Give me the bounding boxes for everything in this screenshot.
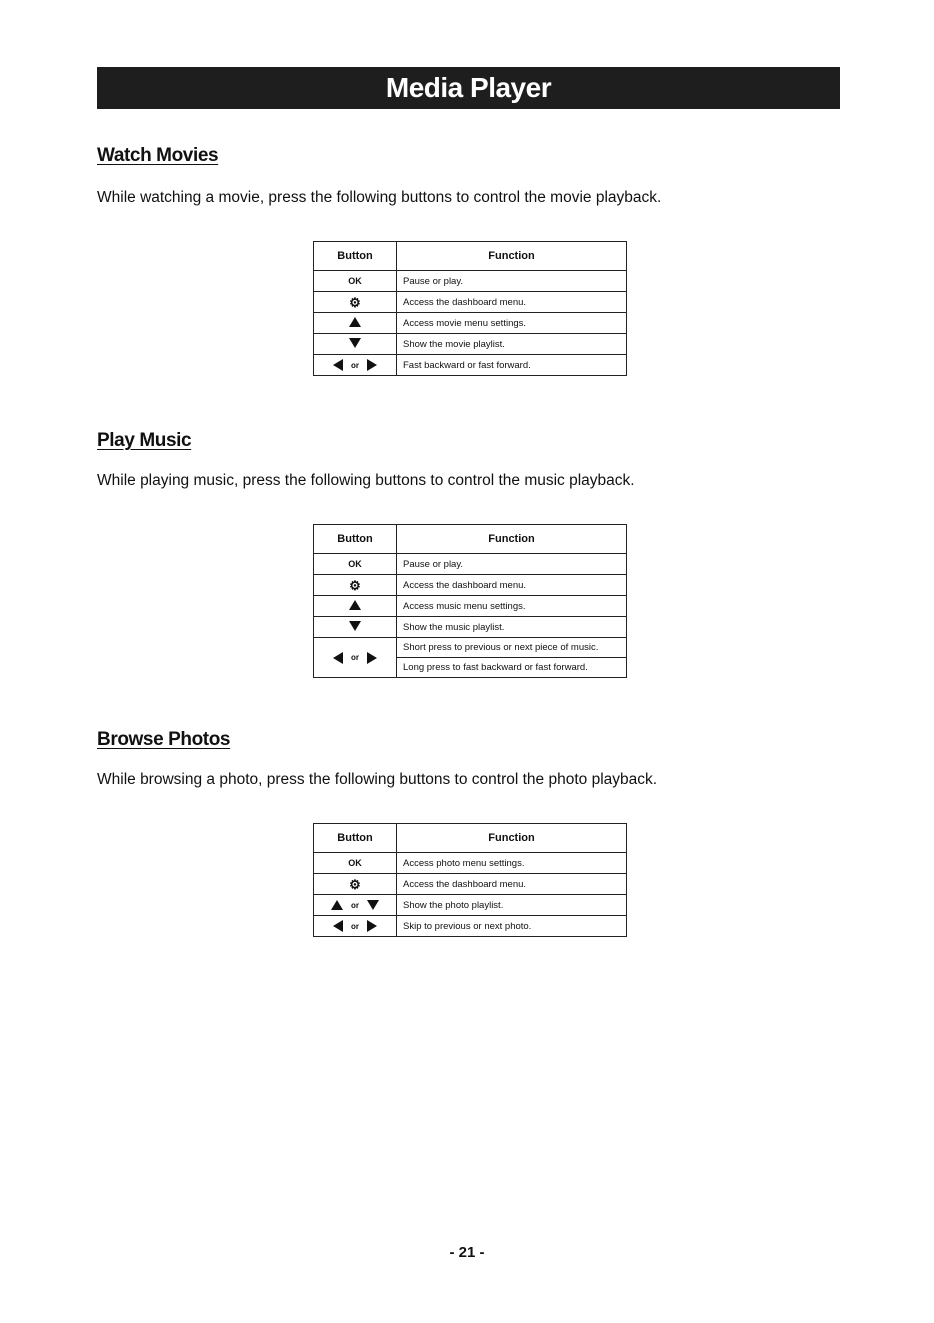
down-triangle-icon: [367, 900, 379, 910]
music-controls-table: [313, 524, 627, 678]
table-header-row: [314, 824, 627, 853]
table-header-row: [314, 242, 627, 271]
page-title: Media Player: [97, 67, 840, 109]
button-column-header: Button: [314, 242, 397, 271]
function-cell: Access the dashboard menu.: [397, 874, 627, 895]
play-music-heading: Play Music: [97, 430, 192, 451]
or-label: or: [351, 921, 359, 931]
gear-button-cell: [314, 292, 397, 313]
table-row: [314, 874, 627, 895]
function-column-header: Function: [397, 525, 627, 554]
down-triangle-icon: [349, 338, 361, 348]
left-right-button-cell: [314, 638, 397, 678]
page-number: - 21 -: [449, 1244, 485, 1261]
left-triangle-icon: [333, 920, 343, 932]
up-button-cell: [314, 596, 397, 617]
right-triangle-icon: [367, 359, 377, 371]
function-cell: Fast backward or fast forward.: [397, 355, 627, 376]
browse-photos-intro: While browsing a photo, press the following buttons to control the photo playback.: [97, 771, 658, 788]
function-cell: Show the music playlist.: [397, 617, 627, 638]
ok-button-cell: [314, 853, 397, 874]
table-row: [314, 853, 627, 874]
movie-controls-table: [313, 241, 627, 376]
gear-icon: ⚙: [349, 876, 361, 892]
photo-controls-table: [313, 823, 627, 937]
right-triangle-icon: [367, 652, 377, 664]
table-row: [314, 271, 627, 292]
left-triangle-icon: [333, 359, 343, 371]
table-row: [314, 596, 627, 617]
gear-icon: ⚙: [349, 577, 361, 593]
watch-movies-heading: Watch Movies: [97, 145, 219, 166]
function-cell: Pause or play.: [397, 271, 627, 292]
up-triangle-icon: [349, 600, 361, 610]
function-cell: Short press to previous or next piece of music.: [397, 638, 627, 658]
function-cell: Skip to previous or next photo.: [397, 916, 627, 937]
right-triangle-icon: [367, 920, 377, 932]
left-right-button-cell: [314, 916, 397, 937]
watch-movies-intro: While watching a movie, press the following buttons to control the movie playback.: [97, 189, 662, 206]
table-row: [314, 617, 627, 638]
function-cell: Access photo menu settings.: [397, 853, 627, 874]
table-row: [314, 554, 627, 575]
gear-icon: ⚙: [349, 294, 361, 310]
up-down-button-cell: [314, 895, 397, 916]
function-cell: Show the movie playlist.: [397, 334, 627, 355]
gear-button-cell: [314, 575, 397, 596]
ok-button-cell: [314, 554, 397, 575]
ok-label: OK: [348, 559, 362, 569]
table-row: [314, 292, 627, 313]
function-column-header: Function: [397, 824, 627, 853]
table-row: [314, 895, 627, 916]
down-button-cell: [314, 334, 397, 355]
play-music-intro: While playing music, press the following buttons to control the music playback.: [97, 472, 635, 489]
table-row: [314, 355, 627, 376]
function-cell: Access the dashboard menu.: [397, 575, 627, 596]
table-row: [314, 916, 627, 937]
down-triangle-icon: [349, 621, 361, 631]
button-column-header: Button: [314, 525, 397, 554]
table-row: [314, 334, 627, 355]
table-row: [314, 313, 627, 334]
function-column-header: Function: [397, 242, 627, 271]
button-column-header: Button: [314, 824, 397, 853]
function-cell: Access the dashboard menu.: [397, 292, 627, 313]
left-right-button-cell: [314, 355, 397, 376]
table-header-row: [314, 525, 627, 554]
table-row: [314, 575, 627, 596]
or-label: or: [351, 360, 359, 370]
or-label: or: [351, 653, 359, 662]
up-button-cell: [314, 313, 397, 334]
table-row: [314, 638, 627, 658]
ok-label: OK: [348, 858, 362, 868]
down-button-cell: [314, 617, 397, 638]
browse-photos-heading: Browse Photos: [97, 729, 231, 750]
or-label: or: [351, 900, 359, 910]
up-triangle-icon: [349, 317, 361, 327]
ok-label: OK: [348, 276, 362, 286]
function-cell: Show the photo playlist.: [397, 895, 627, 916]
ok-button-cell: [314, 271, 397, 292]
function-cell: Access music menu settings.: [397, 596, 627, 617]
function-cell: Long press to fast backward or fast forward.: [397, 658, 627, 678]
function-cell: Access movie menu settings.: [397, 313, 627, 334]
function-cell: Pause or play.: [397, 554, 627, 575]
gear-button-cell: [314, 874, 397, 895]
up-triangle-icon: [331, 900, 343, 910]
left-triangle-icon: [333, 652, 343, 664]
